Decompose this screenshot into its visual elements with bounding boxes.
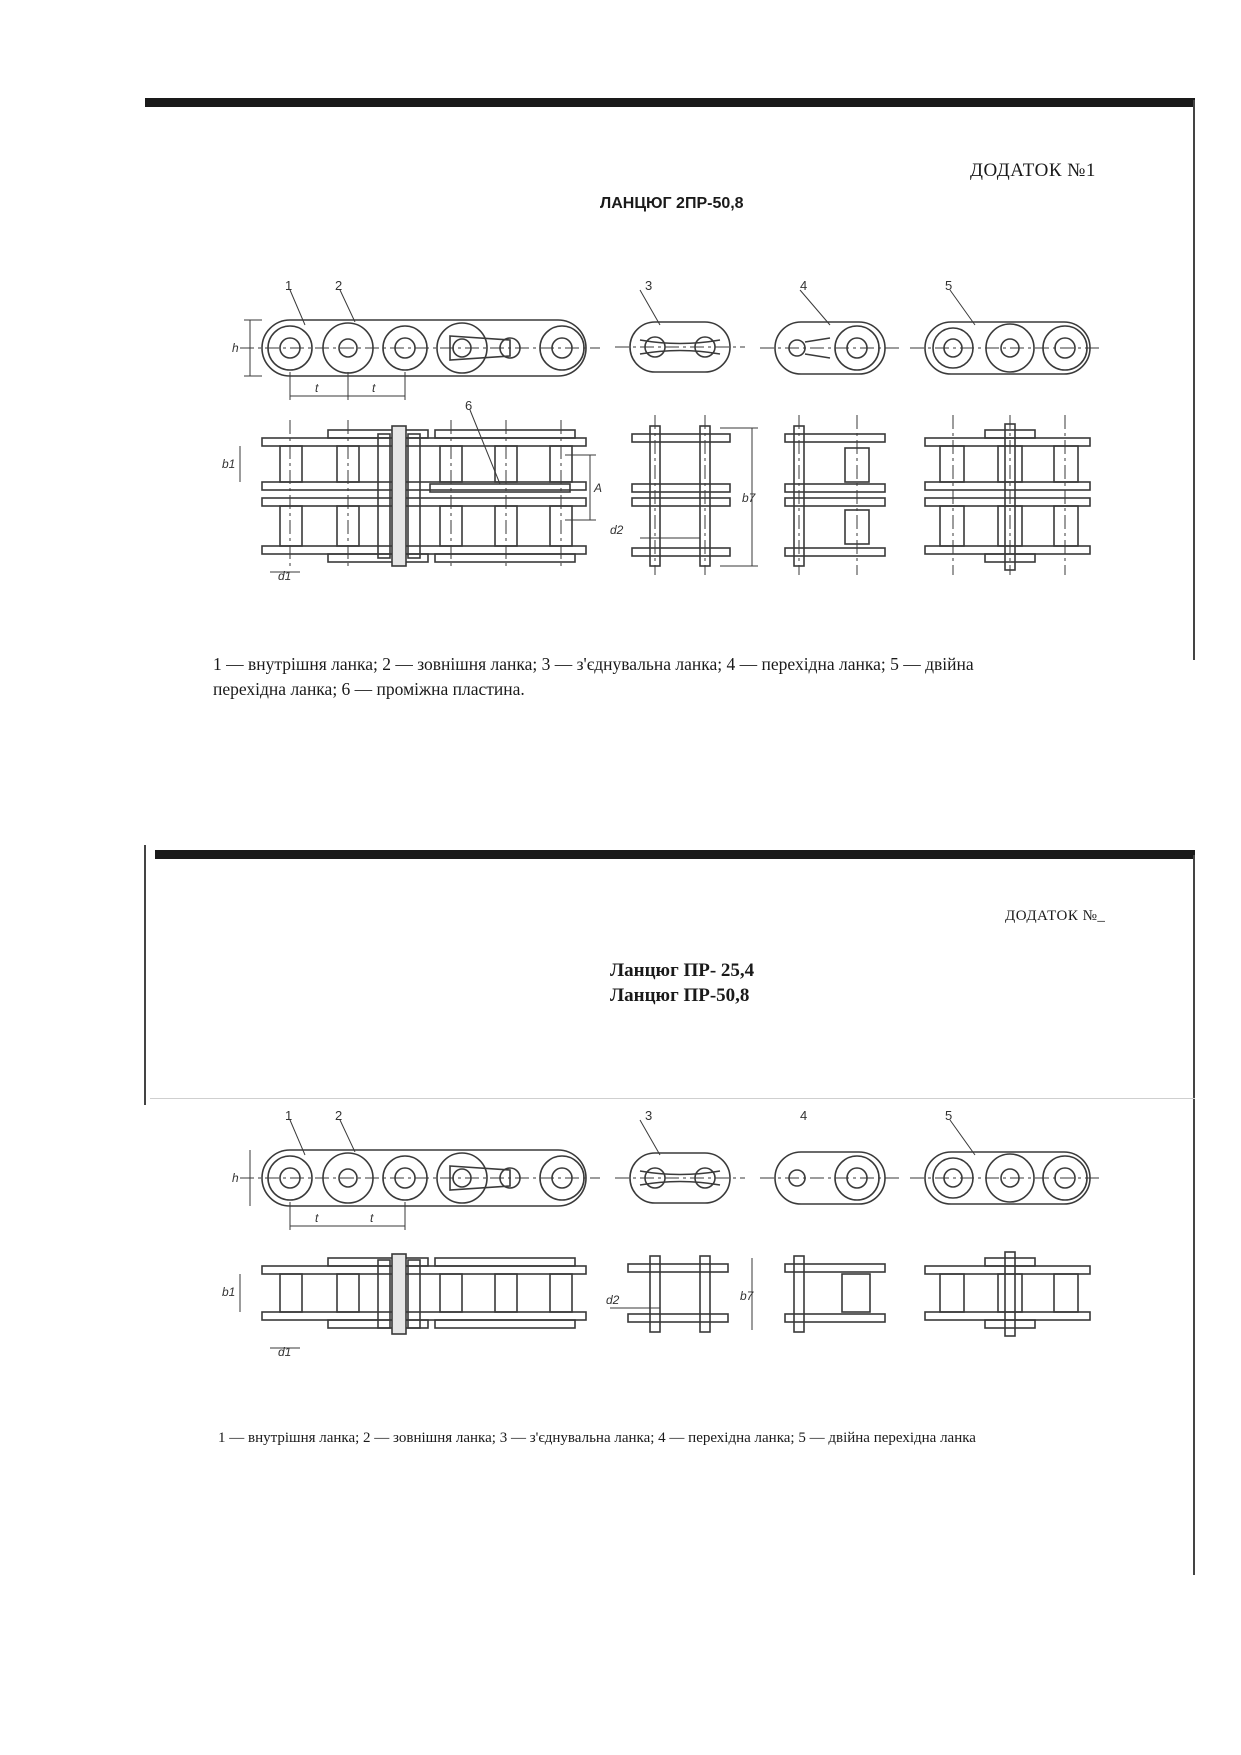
dim-a: A [594,481,603,495]
dim-t-2-2: t [370,1211,374,1225]
chain-top-view [262,420,586,570]
dim-d1-2: d1 [278,1345,292,1359]
chain-side-view-2 [240,1150,600,1206]
title-line-2: Ланцюг ПР-50,8 [610,985,750,1006]
double-transition-link-top [925,415,1090,575]
dim-b7-2: b7 [740,1289,754,1303]
chain-side-view [240,320,600,376]
label-2-2: 2 [335,1108,343,1123]
transition-link-side-2 [760,1152,900,1204]
dim-b7: b7 [742,491,756,505]
dim-h-2: h [232,1171,239,1185]
dim-d2: d2 [610,523,624,537]
dim-b1-2: b1 [222,1285,236,1299]
top-border-bar-2 [155,850,1195,859]
connecting-link-top [632,415,730,575]
dim-d2-2: d2 [606,1293,620,1307]
label-1: 1 [285,278,293,293]
title-line-1: Ланцюг ПР- 25,4 [610,960,755,981]
appendix-label-2: ДОДАТОК №_ [1005,908,1106,924]
label-4: 4 [800,278,808,293]
label-5: 5 [945,278,953,293]
chain-2pr-drawing [0,0,1241,620]
dim-t-2: t [372,381,376,395]
appendix-label: ДОДАТОК №1 [970,160,1096,181]
transition-link-side [760,322,900,374]
legend-2: 1 — внутрішня ланка; 2 — зовнішня ланка; 3 — з'єднувальна ланка; 4 — перехідна ланка; 5 — двійна перехідна ланка [218,1430,976,1446]
dim-t-1-2: t [315,1211,319,1225]
connecting-link-side-2 [615,1153,745,1203]
double-transition-link-side [910,322,1100,374]
connecting-link-side [615,322,745,372]
double-transition-link-side-2 [910,1152,1100,1204]
dim-h: h [232,341,239,355]
label-2: 2 [335,278,343,293]
transition-link-top [785,415,885,575]
transition-link-top-2 [785,1256,885,1332]
dim-d1: d1 [278,569,292,583]
label-4-2: 4 [800,1108,808,1123]
legend-line-1: 1 — внутрішня ланка; 2 — зовнішня ланка; 3 — з'єднувальна ланка; 4 — перехідна ланка; 5 — двійна [213,654,974,674]
label-6: 6 [465,398,473,413]
dim-t-1: t [315,381,319,395]
document-title-2 [610,958,754,1008]
label-5-2: 5 [945,1108,953,1123]
chain-pr-drawing [0,1090,1241,1370]
document-title: ЛАНЦЮГ 2ПР-50,8 [600,195,744,212]
label-3: 3 [645,278,653,293]
legend-line-2: перехідна ланка; 6 — проміжна пластина. [213,679,525,699]
label-1-2: 1 [285,1108,293,1123]
left-edge-line [144,845,146,1105]
dim-b1: b1 [222,457,236,471]
chain-top-view-2 [262,1254,586,1334]
connecting-link-top-2 [628,1256,728,1332]
double-transition-link-top-2 [925,1252,1090,1336]
label-3-2: 3 [645,1108,653,1123]
